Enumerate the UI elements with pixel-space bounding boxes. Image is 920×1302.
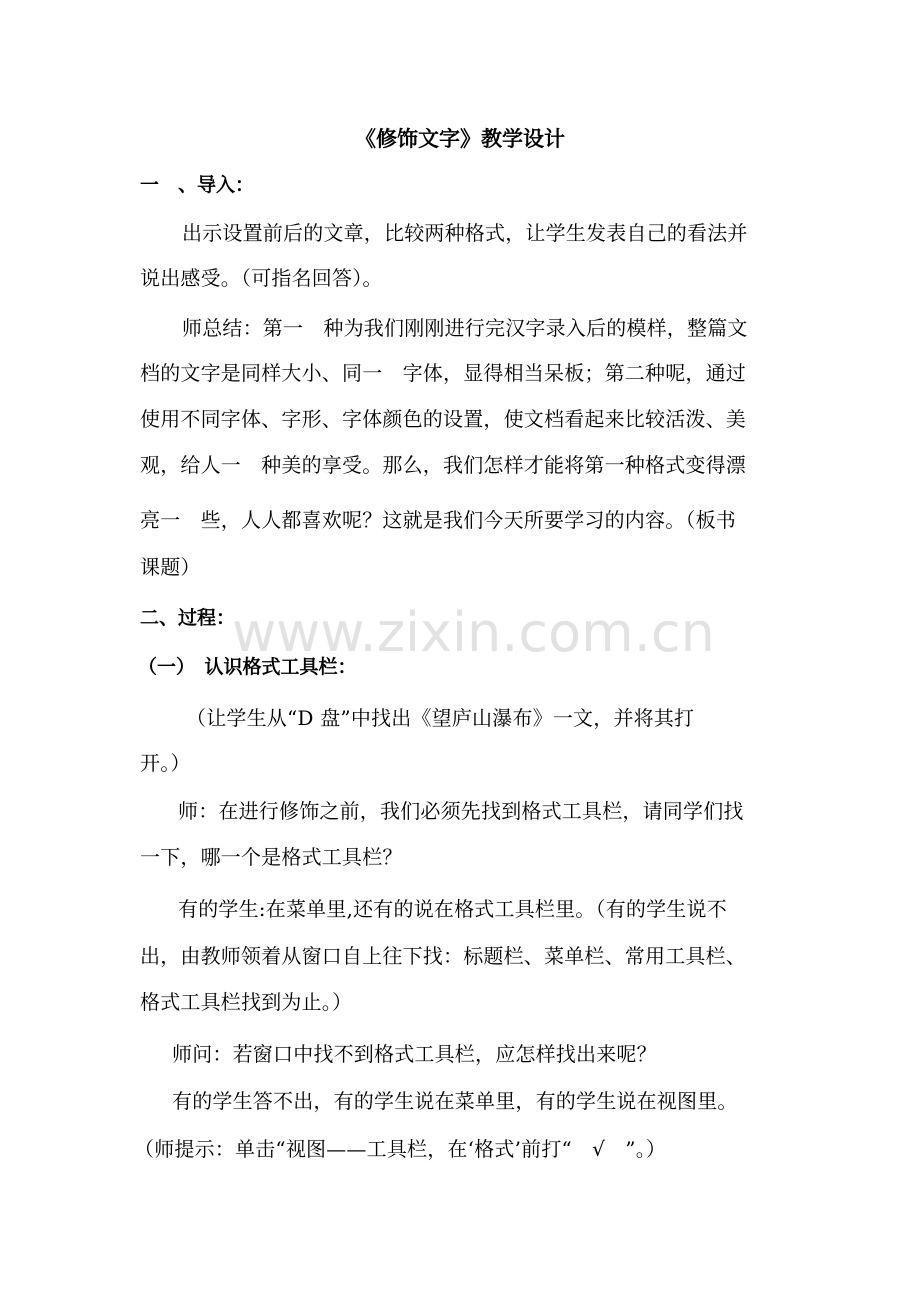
watermark-text: www.zixin.com.cn (232, 601, 715, 664)
paragraph-line: 格式工具栏找到为止。） (140, 990, 353, 1014)
paragraph-line: 使用不同字体、字形、字体颜色的设置，使文档看起来比较活泼、美 (140, 407, 746, 431)
paragraph-line: 师：在进行修饰之前，我们必须先找到格式工具栏，请同学们找 (178, 799, 744, 823)
document-title: 《修饰文字》教学设计 (355, 127, 565, 151)
paragraph-line: 有的学生答不出，有的学生说在菜单里，有的学生说在视图里。 (172, 1089, 738, 1113)
paragraph-line: 出示设置前后的文章，比较两种格式，让学生发表自己的看法并 (182, 221, 748, 245)
paragraph-line: 观，给人一 种美的享受。那么，我们怎样才能将第一种格式变得漂 (140, 453, 746, 477)
subsection-heading-toolbar: （一） 认识格式工具栏： (138, 656, 357, 678)
paragraph-line: （让学生从“D 盘”中找出《望庐山瀑布》一文，并将其打 (186, 706, 695, 730)
section-heading-process: 二、过程： (140, 607, 236, 629)
paragraph-line: （师提示：单击“视图——工具栏，在‘格式’前打“ √ ”。） (134, 1137, 667, 1161)
paragraph-line: 师总结：第一 种为我们刚刚进行完汉字录入后的模样，整篇文 (182, 316, 748, 340)
paragraph-line: 师问：若窗口中找不到格式工具栏，应怎样找出来呢？ (172, 1042, 657, 1066)
paragraph-line: 说出感受。（可指名回答）。 (140, 266, 383, 290)
paragraph-line: 课题） (140, 555, 201, 579)
paragraph-line: 出，由教师领着从窗口自上往下找：标题栏、菜单栏、常用工具栏、 (140, 944, 746, 968)
paragraph-line: 开。） (140, 751, 191, 775)
paragraph-line: 档的文字是同样大小、同一 字体，显得相当呆板；第二种呢，通过 (140, 361, 746, 385)
paragraph-line: 亮一 些，人人都喜欢呢？这就是我们今天所要学习的内容。（板书 (140, 508, 736, 532)
section-heading-intro: 一 、导入： (140, 174, 255, 196)
paragraph-line: 有的学生:在菜单里,还有的说在格式工具栏里。（有的学生说不 (178, 897, 727, 921)
paragraph-line: 一下，哪一个是格式工具栏？ (140, 845, 403, 869)
